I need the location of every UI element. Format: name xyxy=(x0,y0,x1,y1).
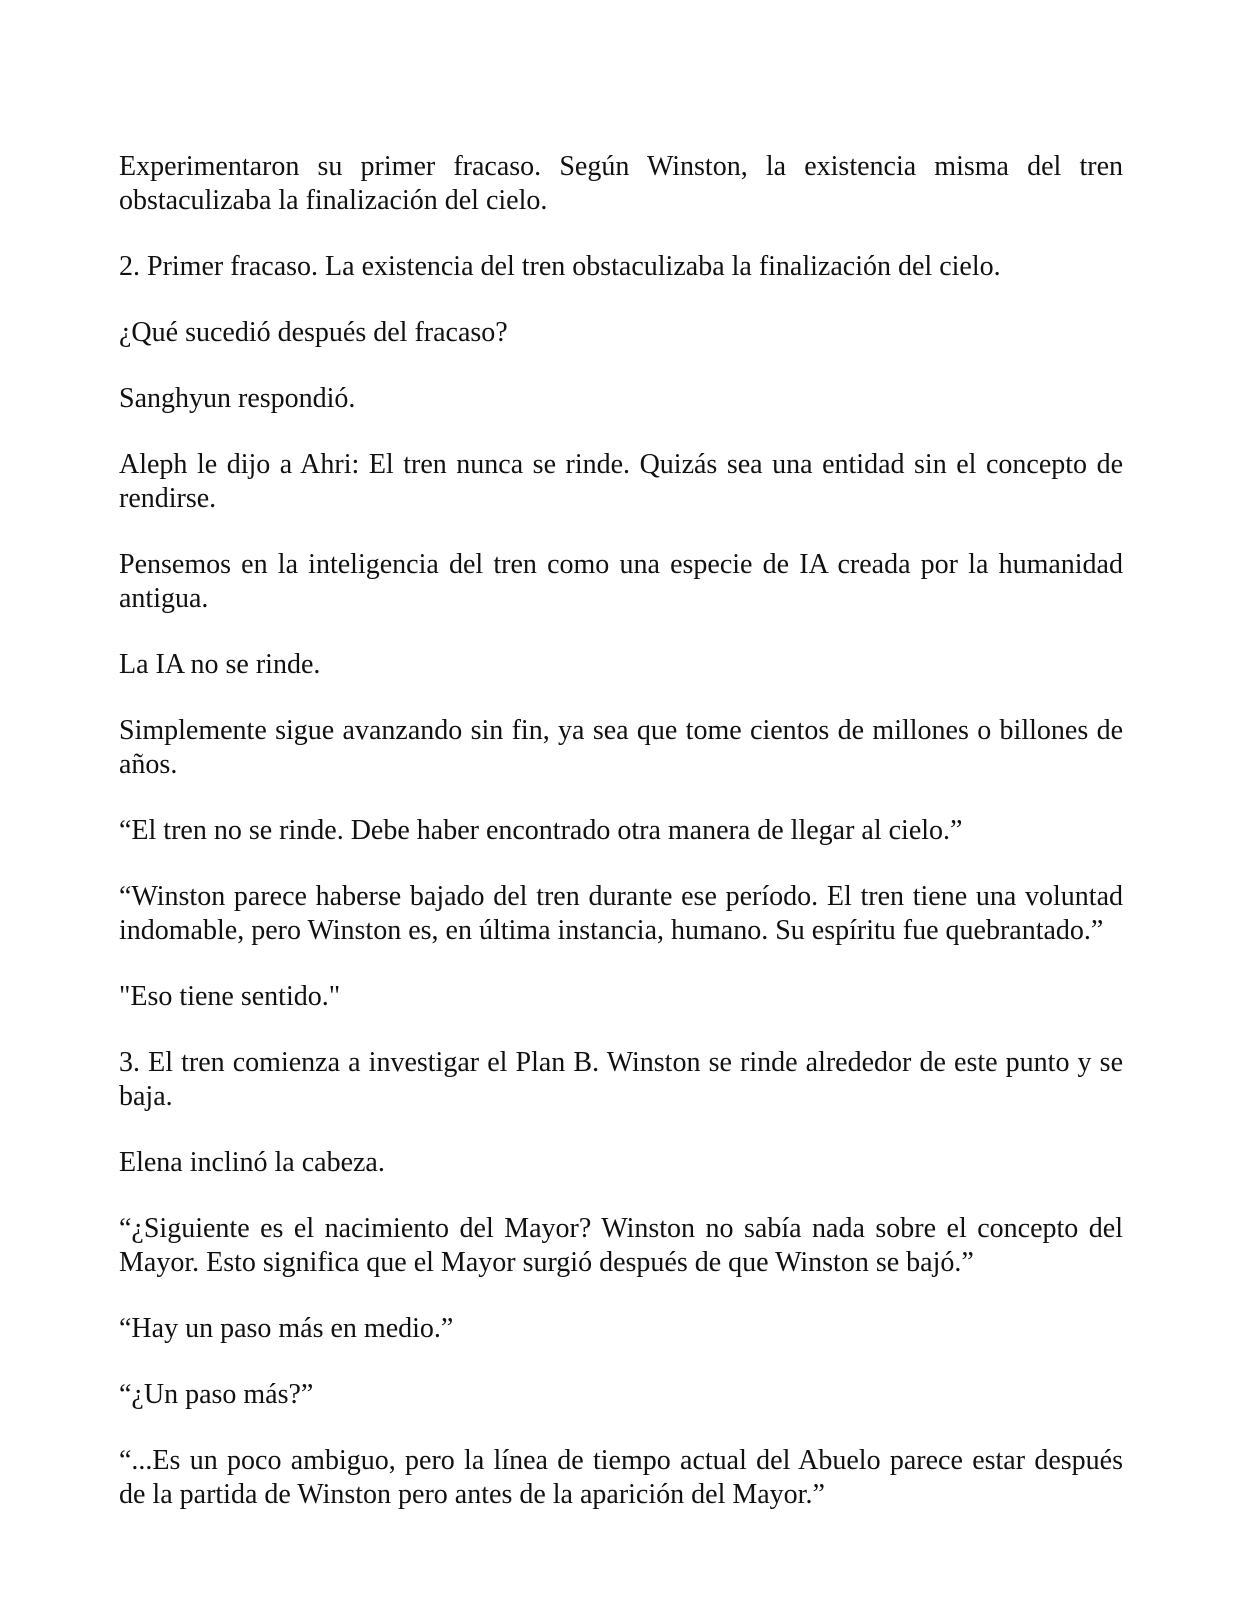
paragraph: Simplemente sigue avanzando sin fin, ya sea que tome cientos de millones o billones de años. xyxy=(119,715,1123,780)
paragraph: “...Es un poco ambiguo, pero la línea de tiempo actual del Abuelo parece estar después de la partida de Winston pero antes de la aparición del Mayor.” xyxy=(119,1445,1123,1510)
paragraph: "Eso tiene sentido." xyxy=(119,981,341,1012)
paragraph: Experimentaron su primer fracaso. Según Winston, la existencia misma del tren obstaculizaba la finalización del cielo. xyxy=(119,151,1123,216)
paragraph: Elena inclinó la cabeza. xyxy=(119,1147,385,1178)
paragraph: 2. Primer fracaso. La existencia del tren obstaculizaba la finalización del cielo. xyxy=(119,251,1001,282)
paragraph: 3. El tren comienza a investigar el Plan B. Winston se rinde alrededor de este punto y se baja. xyxy=(119,1047,1123,1112)
paragraph: La IA no se rinde. xyxy=(119,649,321,680)
paragraph: ¿Qué sucedió después del fracaso? xyxy=(119,317,508,348)
paragraph: Sanghyun respondió. xyxy=(119,383,356,414)
paragraph: “¿Un paso más?” xyxy=(119,1379,314,1410)
paragraph: Aleph le dijo a Ahri: El tren nunca se rinde. Quizás sea una entidad sin el concepto de rendirse. xyxy=(119,449,1123,514)
paragraph: “Hay un paso más en medio.” xyxy=(119,1313,454,1344)
paragraph: Pensemos en la inteligencia del tren como una especie de IA creada por la humanidad antigua. xyxy=(119,549,1123,614)
paragraph: “¿Siguiente es el nacimiento del Mayor? Winston no sabía nada sobre el concepto del Mayor. Esto significa que el Mayor surgió después de que Winston se bajó.” xyxy=(119,1213,1123,1278)
paragraph: “El tren no se rinde. Debe haber encontrado otra manera de llegar al cielo.” xyxy=(119,815,963,846)
paragraph: “Winston parece haberse bajado del tren durante ese período. El tren tiene una voluntad indomable, pero Winston es, en última instancia, humano. Su espíritu fue quebrantado.” xyxy=(119,881,1123,946)
document-page xyxy=(119,150,1123,1512)
